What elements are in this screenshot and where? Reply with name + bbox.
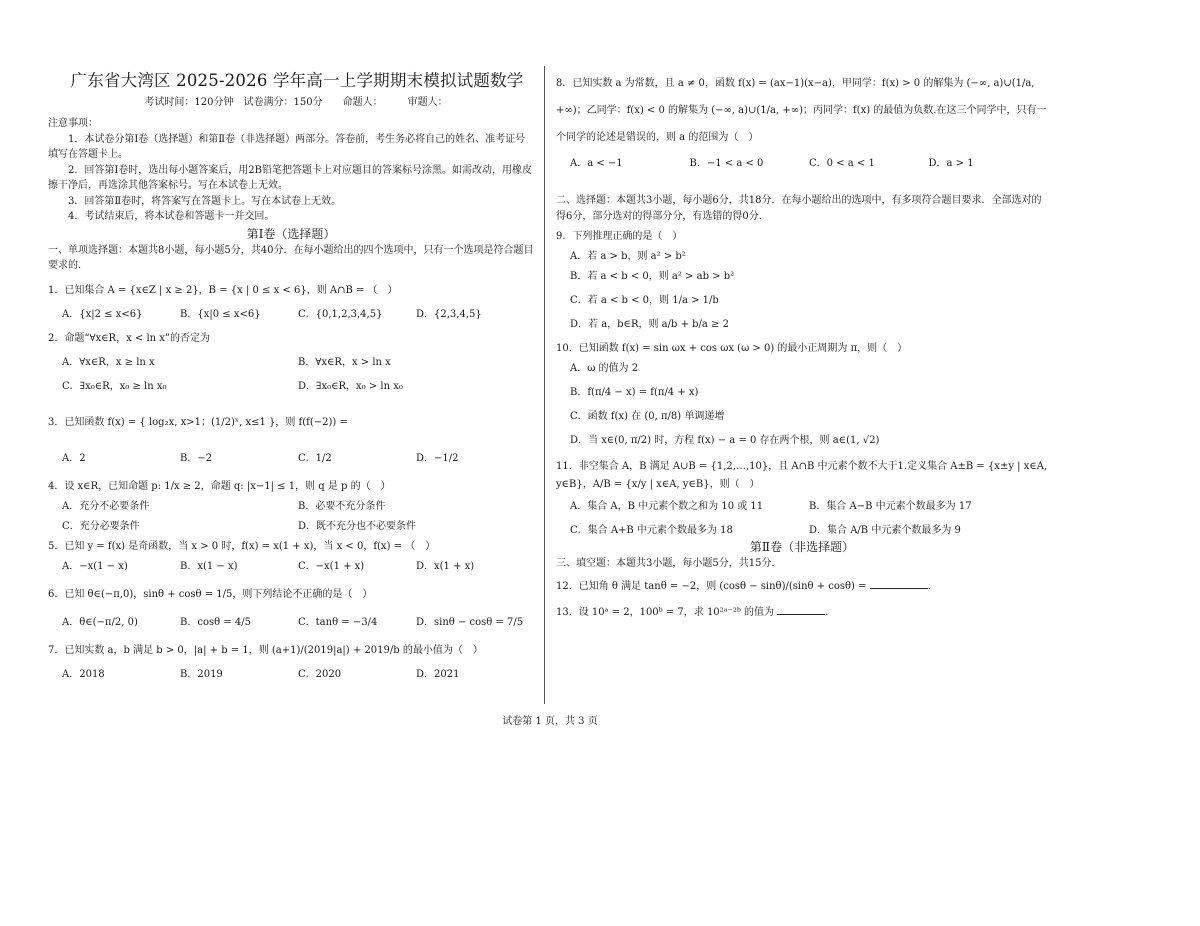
question-3: 3．已知函数 f(x) = { log₂x, x>1；(1/2)ˣ, x≤1 }，则 f(f(−2)) = (48, 416, 348, 428)
exam-meta: 考试时间：120分钟 试卷满分：150分 命题人： 审题人： (144, 97, 448, 108)
question-8: 8．已知实数 a 为常数，且 a ≠ 0，函数 f(x) = (ax−1)(x−a)，甲同学：f(x) > 0 的解集为 (−∞, a)∪(1/a, +∞)；乙同学：f(x) < 0 的解集为 (−∞, a)∪(1/a, +∞)；丙同学：f(x) 的最值为负数.在这三个同学中，只有一个同学的论述是错误的，则 a 的范围为（ ） (556, 78, 1047, 143)
right-column (556, 70, 1048, 620)
question-8-options (556, 157, 1048, 171)
option: C．0 < a < 1 (809, 158, 875, 169)
option: B．必要不充分条件 (298, 500, 386, 512)
option: B．∀x∈R，x > ln x (298, 356, 391, 368)
option: B．−1 < a < 0 (689, 158, 764, 169)
option: D．x(1 + x) (416, 560, 475, 572)
question-13-end: ． (825, 606, 836, 618)
answer-blank[interactable] (777, 604, 825, 615)
option: A．−x(1 − x) (62, 560, 128, 572)
question-2-options (48, 356, 534, 370)
option: C．集合 A+B 中元素个数最多为 18 (570, 525, 733, 536)
column-divider (544, 66, 545, 704)
option: B．x(1 − x) (180, 560, 238, 572)
option: D．sinθ − cosθ = 7/5 (416, 616, 524, 628)
question-9: 9．下列推理正确的是（ ） (556, 231, 683, 242)
option: A．2 (62, 452, 86, 464)
option: B．cosθ = 4/5 (180, 616, 251, 628)
option: A．{x|2 ≤ x<6} (62, 308, 143, 320)
question-12 (556, 578, 1048, 594)
question-4-options-row2 (48, 520, 534, 534)
left-column (48, 70, 534, 682)
option: A．2018 (62, 668, 105, 680)
question-6-options (48, 616, 534, 630)
question-7: 7．已知实数 a，b 满足 b > 0，|a| + b = 1，则 (a+1)/(2019|a|) + 2019/b 的最小值为（ ） (48, 644, 483, 656)
option: D．2021 (416, 668, 460, 680)
option: B．若 a < b < 0，则 a² > ab > b² (570, 271, 735, 282)
question-12-end: ． (927, 580, 938, 592)
question-13-stem: 13．设 10ᵃ = 2，100ᵇ = 7，求 10²ᵃ⁻²ᵇ 的值为 (556, 606, 775, 618)
option: A．集合 A，B 中元素个数之和为 10 或 11 (570, 501, 764, 512)
notice-item: 3．回答第Ⅱ卷时，将答案写在答题卡上。写在本试卷上无效。 (68, 195, 342, 207)
option: C．充分必要条件 (62, 520, 140, 532)
option: D．∃x₀∈R，x₀ > ln x₀ (298, 380, 403, 392)
option: C．−x(1 + x) (298, 560, 365, 572)
option: A．θ∈(−π/2, 0) (62, 616, 138, 628)
question-6: 6．已知 θ∈(−π,0)，sinθ + cosθ = 1/5，则下列结论不正确的是（ ） (48, 588, 373, 600)
option: A．ω 的值为 2 (570, 363, 639, 374)
option: D．{2,3,4,5} (416, 308, 482, 320)
option: C．函数 f(x) 在 (0, π/8) 单调递增 (570, 411, 725, 422)
exam-title: 广东省大湾区 2025-2026 学年高一上学期期末模拟试题数学 (70, 71, 524, 90)
question-10-options (556, 362, 1048, 448)
option: A．若 a > b，则 a² > b² (570, 251, 686, 262)
option: A．a < −1 (570, 158, 623, 169)
option: A．∀x∈R，x ≥ ln x (62, 356, 155, 368)
option: D．当 x∈(0, π/2) 时，方程 f(x) − a = 0 存在两个根，则 a∈(1, √2) (570, 435, 880, 446)
question-13 (556, 604, 1048, 620)
option: B．集合 A−B 中元素个数最多为 17 (809, 501, 972, 512)
question-9-options (556, 250, 1048, 332)
option: C．{0,1,2,3,4,5} (298, 308, 383, 320)
question-5-options (48, 560, 534, 574)
option: C．∃x₀∈R，x₀ ≥ ln x₀ (62, 380, 167, 392)
question-3-options (48, 452, 534, 466)
option: D．集合 A/B 中元素个数最多为 9 (809, 525, 961, 536)
question-11: 11．非空集合 A，B 满足 A∪B = {1,2,…,10}，且 A∩B 中元素个数不大于1.定义集合 A±B = {x±y | x∈A, y∈B}，A/B = {x/y | x∈A, y∈B}，则（ ） (556, 461, 1048, 490)
question-2-options-row2 (48, 380, 534, 394)
question-2: 2．命题“∀x∈R，x < ln x”的否定为 (48, 332, 211, 344)
option: D．若 a，b∈R，则 a/b + b/a ≥ 2 (570, 319, 729, 330)
option: B．{x|0 ≤ x<6} (180, 308, 261, 320)
option: C．1/2 (298, 452, 332, 464)
answer-blank[interactable] (870, 578, 928, 589)
option: B．2019 (180, 668, 223, 680)
section3-heading: 三、填空题：本题共3小题，每小题5分，共15分． (556, 558, 782, 569)
question-1-options (48, 308, 534, 322)
option: C．若 a < b < 0，则 1/a > 1/b (570, 295, 719, 306)
notice-item: 1．本试卷分第Ⅰ卷（选择题）和第Ⅱ卷（非选择题）两部分。答卷前，考生务必将自己的姓名、准考证号填写在答题卡上。 (48, 133, 526, 160)
notice-item: 4．考试结束后，将本试卷和答题卡一并交回。 (68, 211, 275, 222)
section2-heading: 二、选择题：本题共3小题，每小题6分，共18分．在每小题给出的选项中，有多项符合题目要求．全部选对的得6分，部分选对的得部分分，有选错的得0分． (556, 195, 1042, 222)
question-7-options (48, 668, 534, 682)
question-4-options (48, 500, 534, 514)
option: D．−1/2 (416, 452, 459, 464)
part2-title: 第Ⅱ卷（非选择题） (749, 540, 855, 554)
question-11-options (556, 500, 1048, 538)
option: B．−2 (180, 452, 213, 464)
notice-item: 2．回答第Ⅰ卷时，选出每小题答案后，用2B铅笔把答题卡上对应题目的答案标号涂黑。如需改动，用橡皮擦干净后，再选涂其他答案标号。写在本试卷上无效。 (48, 164, 533, 191)
option: C．2020 (298, 668, 342, 680)
section1-heading: 一、单项选择题：本题共8小题，每小题5分，共40分．在每小题给出的四个选项中，只有一个选项是符合题目要求的． (48, 244, 534, 271)
question-10: 10．已知函数 f(x) = sin ωx + cos ωx (ω > 0) 的最小正周期为 π，则（ ） (556, 343, 908, 354)
question-1: 1．已知集合 A = {x∈Z | x ≥ 2}，B = {x | 0 ≤ x < 6}，则 A∩B = （ ） (48, 284, 398, 296)
option: C．tanθ = −3/4 (298, 616, 378, 628)
part1-title: 第Ⅰ卷（选择题） (246, 226, 336, 241)
question-5: 5．已知 y = f(x) 是奇函数，当 x > 0 时，f(x) = x(1 + x)，当 x < 0，f(x) = （ ） (48, 540, 436, 552)
option: D．a > 1 (928, 158, 974, 169)
page-footer: 试卷第 1 页，共 3 页 (502, 716, 598, 727)
option: B．f(π/4 − x) = f(π/4 + x) (570, 387, 699, 398)
question-4: 4．设 x∈R，已知命题 p: 1/x ≥ 2，命题 q: |x−1| ≤ 1，则 q 是 p 的（ ） (48, 480, 391, 492)
option: A．充分不必要条件 (62, 500, 150, 512)
question-12-stem: 12．已知角 θ 满足 tanθ = −2，则 (cosθ − sinθ)/(sinθ + cosθ) = (556, 580, 867, 592)
notice-heading: 注意事项： (48, 118, 98, 129)
option: D．既不充分也不必要条件 (298, 520, 417, 532)
